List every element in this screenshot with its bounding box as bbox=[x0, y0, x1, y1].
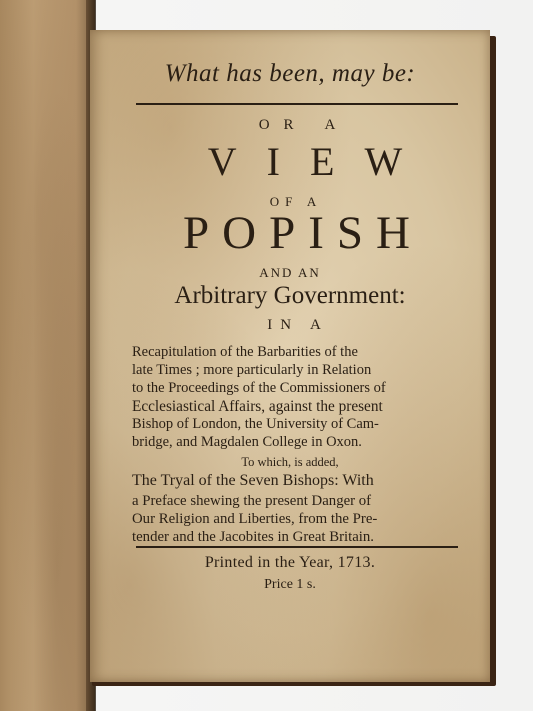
body-line: to the Proceedings of the Commissioners of bbox=[132, 380, 386, 396]
arbitrary-government-line: Arbitrary Government: bbox=[174, 282, 406, 309]
body-line: Bishop of London, the University of Cam- bbox=[132, 416, 379, 432]
top-rule bbox=[136, 103, 458, 105]
of-a-line: OF A bbox=[269, 194, 323, 209]
in-a-line: IN A bbox=[267, 317, 329, 333]
preface-line: Our Religion and Liberties, from the Pre- bbox=[132, 511, 378, 527]
preface-line: tender and the Jacobites in Great Britain. bbox=[132, 529, 375, 545]
view-heading: VIEW bbox=[207, 139, 433, 184]
preface-line: a Preface shewing the present Danger of bbox=[132, 493, 372, 509]
body-line: Ecclesiastical Affairs, against the present bbox=[132, 398, 383, 415]
and-an-line: AND AN bbox=[259, 265, 321, 280]
motto: What has been, may be: bbox=[164, 60, 416, 87]
body-line: late Times ; more particularly in Relation bbox=[132, 362, 372, 378]
body-line: bridge, and Magdalen College in Oxon. bbox=[132, 434, 362, 450]
imprint-line: Printed in the Year, 1713. bbox=[204, 554, 376, 571]
tryal-line: The Tryal of the Seven Bishops: With bbox=[132, 472, 374, 489]
body-line: Recapitulation of the Barbarities of the bbox=[132, 344, 358, 360]
to-which-line: To which, is added, bbox=[241, 455, 339, 469]
title-page bbox=[90, 30, 490, 682]
or-a-line: OR A bbox=[258, 117, 350, 133]
book-cover-board bbox=[0, 0, 95, 711]
bottom-rule bbox=[136, 546, 458, 548]
popish-heading: POPISH bbox=[183, 207, 423, 259]
price-line: Price 1 s. bbox=[264, 577, 316, 592]
